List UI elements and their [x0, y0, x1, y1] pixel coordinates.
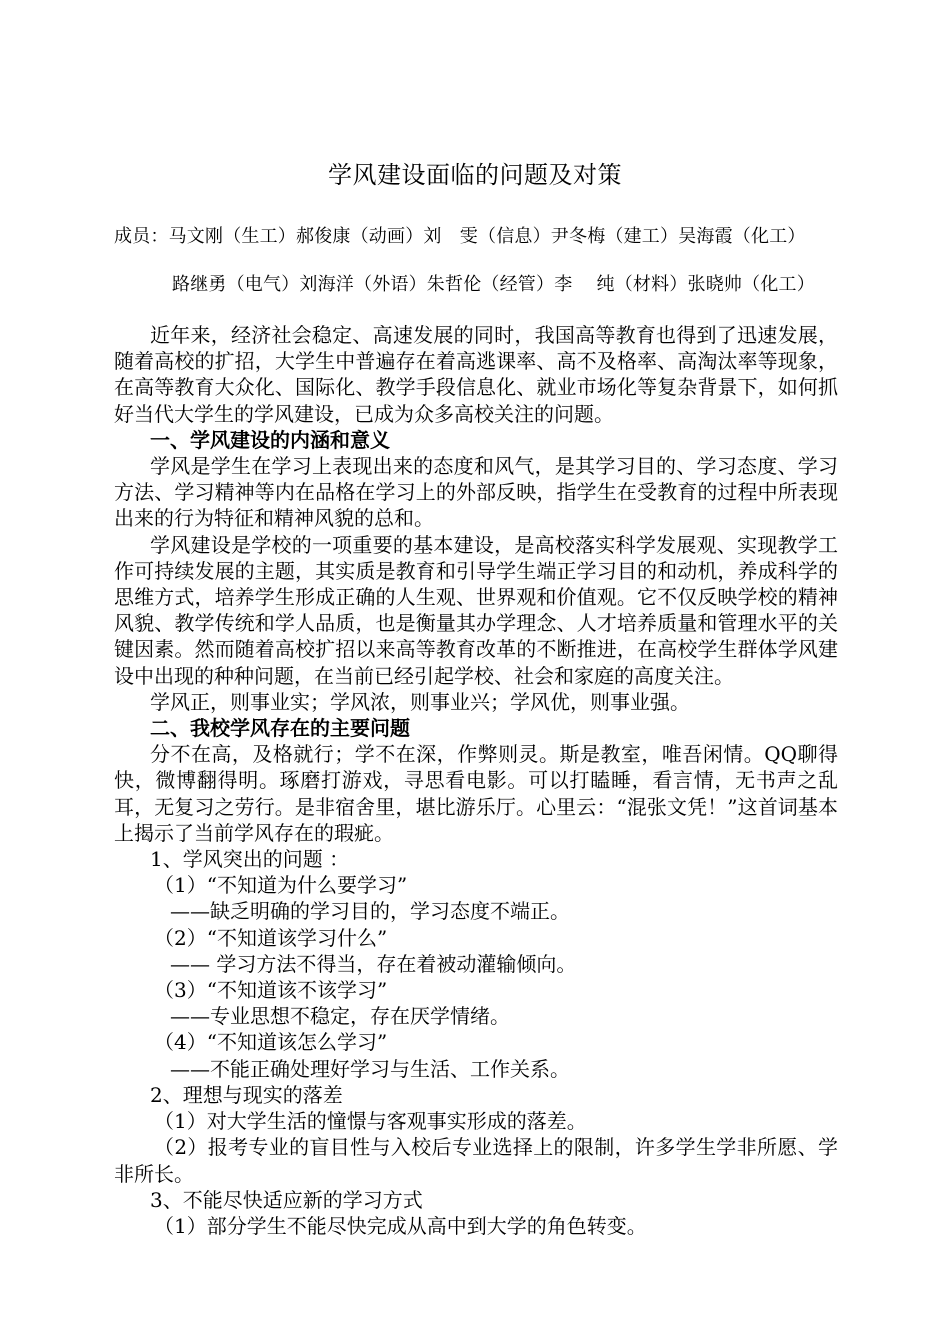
document-body [114, 322, 838, 1239]
question-2: （2）“不知道该学习什么” [154, 925, 388, 950]
issue-item-2: 2、理想与现实的落差 [150, 1082, 343, 1107]
section-1-paragraph-3: 学风正，则事业实；学风浓，则事业兴；学风优，则事业强。 [150, 689, 690, 714]
intro-paragraph: 近年来，经济社会稳定、高速发展的同时，我国高等教育也得到了迅速发展，随着高校的扩招，大学生中普遍存在着高逃课率、高不及格率、高淘汰率等现象，在高等教育大众化、国际化、教学手段信息化、就业市场化等复杂背景下，如何抓好当代大学生的学风建设，已成为众多高校关注的问题。 [114, 323, 838, 426]
section-1-paragraph-1: 学风是学生在学习上表现出来的态度和风气，是其学习目的、学习态度、学习方法、学习精神等内在品格在学习上的外部反映，指学生在受教育的过程中所表现出来的行为特征和精神风貌的总和。 [114, 454, 838, 531]
page-title: 学风建设面临的问题及对策 [328, 161, 622, 189]
section-1-heading: 一、学风建设的内涵和意义 [150, 427, 390, 452]
section-1-paragraph-2: 学风建设是学校的一项重要的基本建设，是高校落实科学发展观、实现教学工作可持续发展的主题，其实质是教育和引导学生端正学习目的和动机，养成科学的思维方式，培养学生形成正确的人生观、世界观和价值观。它不仅反映学校的精神风貌、教学传统和学人品质，也是衡量其办学理念、人才培养质量和管理水平的关键因素。然而随着高校扩招以来高等教育改革的不断推进，在高校学生群体学风建设中出现的种种问题，在当前已经引起学校、社会和家庭的高度关注。 [114, 532, 838, 688]
members-line-1: 成员：马文刚（生工）郝俊康（动画）刘 雯（信息）尹冬梅（建工）吴海霞（化工） [114, 226, 806, 247]
question-3: （3）“不知道该不该学习” [154, 978, 388, 1003]
answer-2: —— 学习方法不得当，存在着被动灌输倾向。 [170, 951, 577, 976]
issue-item-1: 1、学风突出的问题 ： [150, 847, 350, 872]
issue-2-point-1: （1）对大学生活的憧憬与客观事实形成的落差。 [154, 1109, 587, 1134]
answer-3: ——专业思想不稳定，存在厌学情绪。 [170, 1004, 510, 1029]
issue-2-point-2: （2）报考专业的盲目性与入校后专业选择上的限制，许多学生学非所愿、学非所长。 [114, 1135, 838, 1186]
question-1: （1）“不知道为什么要学习” [154, 873, 408, 898]
answer-1: ——缺乏明确的学习目的，学习态度不端正。 [170, 899, 570, 924]
section-2-poem: 分不在高，及格就行；学不在深，作弊则灵。斯是教室，唯吾闲情。QQ聊得快，微博翻得明。琢磨打游戏，寻思看电影。可以打瞌睡，看言情，无书声之乱耳，无复习之劳行。是非宿舍里，堪比游乐厅。心里云：“混张文凭！”这首词基本上揭示了当前学风存在的瑕疵。 [114, 742, 838, 845]
answer-4: ——不能正确处理好学习与生活、工作关系。 [170, 1056, 570, 1081]
issue-3-point-1: （1）部分学生不能尽快完成从高中到大学的角色转变。 [154, 1213, 647, 1238]
issue-item-3: 3、不能尽快适应新的学习方式 [150, 1187, 423, 1212]
section-2-heading: 二、我校学风存在的主要问题 [150, 716, 410, 741]
members-line-2: 路继勇（电气）刘海洋（外语）朱哲伦（经管）李 纯（材料）张晓帅（化工） [172, 274, 815, 295]
question-4: （4）“不知道该怎么学习” [154, 1030, 388, 1055]
